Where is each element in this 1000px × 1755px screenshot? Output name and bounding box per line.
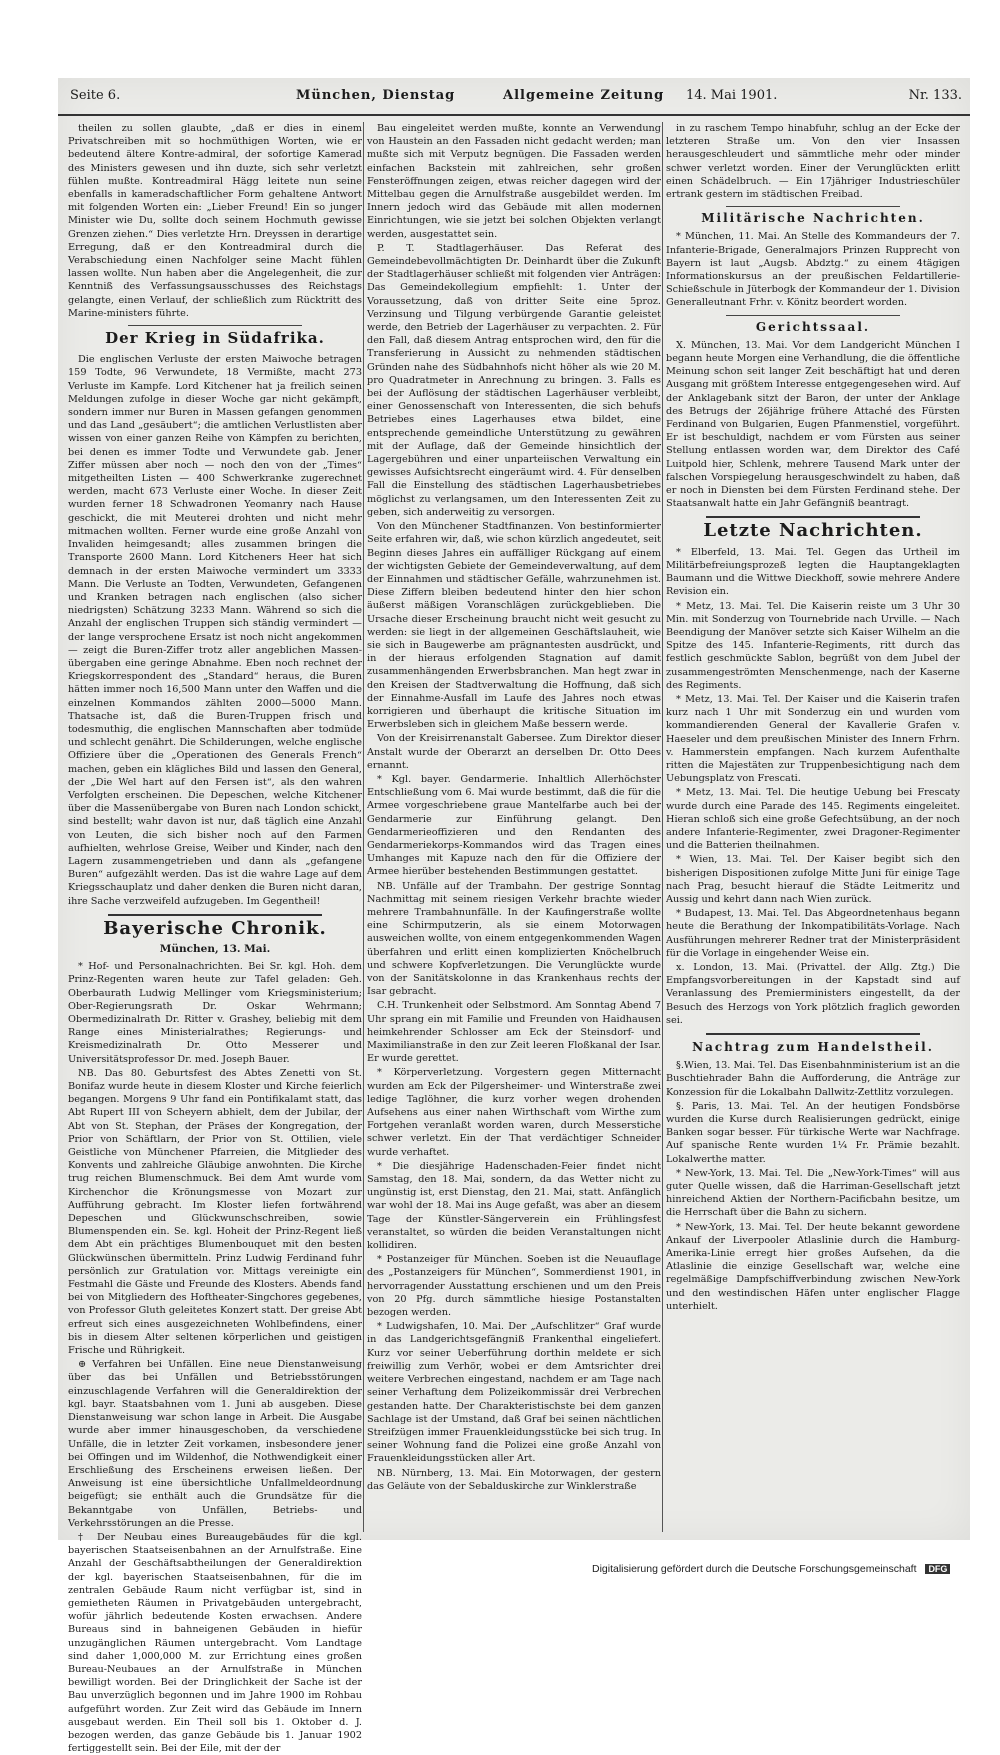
article-text: * New-York, 13. Mai. Tel. Die „New-York-Times“ will aus guter Quelle wissen, daß die Harriman-Gesellschaft jetzt hinreichend Aktien der Northern-Pacificbahn besitze, um die Herrschaft über die Bahn zu sichern.: [666, 1167, 960, 1219]
article-text: X. München, 13. Mai. Vor dem Landgericht München I begann heute Morgen eine Verhandlung, die die öffentliche Meinung schon seit langer Zeit beschäftigt hat und deren Ausgang mit größtem Interesse entgegengesehen wird. Auf der Anklagebank sitzt der Baron, der unter der Anklage des Betrugs der 26jährige frühere Attaché des Fürsten Ferdinand von Bulgarien, Eugen Pfanmenstiel, vorgeführt. Er ist beschuldigt, nachdem er vom Fürsten aus seiner Stellung entlassen worden war, dem Direktor des Café Luitpold hier, Schlenk, mehrere Tausend Mark unter der falschen Vorspiegelung herausgeschwindelt zu haben, daß er noch in Diensten bei dem Fürsten Ferdinand stehe. Der Staatsanwalt hatte ein Jahr Gefängniß beantragt.: [666, 339, 960, 510]
heading-krieg: Der Krieg in Südafrika.: [105, 329, 325, 348]
article-text: * Ludwigshafen, 10. Mai. Der „Aufschlitzer“ Graf wurde in das Landgerichtsgefängniß Frankenthal eingeliefert. Kurz vor seiner Ueberführung dorthin meldete er sich freiwillig zum Verhör, wobei er dem Amtsrichter drei weitere Verbrechen eingestand, nachdem er am Tage nach seiner Verhaftung dem Polizeikommissär drei Verbrechen gestanden hatte. Der Charakteristischste bei dem ganzen Sachlage ist der Umstand, daß Graf bei seinen nächtlichen Streifzügen immer Frauenkleidungsstücke bei sich trug. In seiner Wohnung fand die Polizei eine große Anzahl von Frauenkleidungsstücken aller Art.: [367, 1321, 661, 1465]
dateline: München, 13. Mai.: [159, 942, 271, 955]
article-text: in zu raschem Tempo hinabfuhr, schlug an der Ecke der letzteren Straße um. Von den vier Insassen herausgeschleudert und sämmtliche mehr oder minder schwer verletzt worden. Einer der Verunglückten erlitt einen Schädelbruch. — Ein 17jähriger Industrieschüler ertrank gestern im städtischen Freibad.: [666, 123, 960, 201]
heading-court: Gerichtssaal.: [755, 319, 871, 334]
article-text: §. Paris, 13. Mai. Tel. An der heutigen Fondsbörse wurden die Kurse durch Realisierungen gedrückt, einige Banken sogar besser. Für türkische Werte war Nachfrage. Auf spanische Rente wurden 1¼ Fr. Prämie bezahlt. Lokalwerthe matter.: [666, 1100, 960, 1165]
divider: [108, 914, 322, 916]
column-rule: [363, 122, 364, 1532]
article-text: Von den Münchener Stadtfinanzen. Von bestinformierter Seite erfahren wir, daß, wie schon kürzlich angedeutet, seit Beginn dieses Jahres ein auffälliger Rückgang auf einem der wichtigsten Gebiete der Gemeindeverwaltung, auf dem der Einnahmen und städtischer Gefälle, wahrzunehmen ist. Diese Ziffern bleiben bedeutend hinter den hier schon äußerst mäßigen Voranschlägen zurückgeblieben. Die Ursache dieser Erscheinung braucht nicht weit gesucht zu werden: sie liegt in der allgemeinen Geschäftslauheit, wie sie sich in Baugewerbe am prägnantesten ausdrückt, und in der hieraus erfolgenden Stagnation auf damit zusammenhängenden Erwerbsbranchen. Man hegt zwar in den Kreisen der Stadtverwaltung die Hoffnung, daß sich der Einnahme-Ausfall im Laufe des Jahres noch etwas korrigieren und überhaupt die kritische Situation im Erwerbsleben sich in gleichem Maße bessern werde.: [367, 521, 661, 731]
column-rule: [662, 122, 663, 1532]
article-text: * Metz, 13. Mai. Tel. Die heutige Uebung bei Frescaty wurde durch eine Parade des 145. Regiments eingeleitet. Hieran schloß sich eine große Gefechtsübung, an der noch andere Infanterie-Regimenter, zwei Dragoner-Regimenter und die Batterien theilnahmen.: [666, 787, 960, 852]
masthead: [58, 78, 970, 116]
article-text: x. London, 13. Mai. (Privattel. der Allg. Ztg.) Die Empfangsvorbereitungen in der Kapstadt sind auf Veranlassung des Premierministers eingestellt, da der Besuch des Herzogs von York plötzlich fraglich geworden sei.: [666, 961, 960, 1026]
article-text: * Kgl. bayer. Gendarmerie. Inhaltlich Allerhöchster Entschließung vom 6. Mai wurde bestimmt, daß die für die Armee vorgeschriebene graue Mantelfarbe auch bei der Gendarmerie zur Einführung gelangt. Den Gendarmerieoffizieren und den Rendanten des Gendarmeriekorps-Kommandos wird das Tragen eines Umhanges mit Kapuze nach den für die Offiziere der Armee hierüber bestehenden Bestimmungen gestattet.: [367, 773, 661, 878]
divider: [128, 325, 302, 326]
article-text: * New-York, 13. Mai. Tel. Der heute bekannt gewordene Ankauf der Liverpooler Atlaslinie durch die Hamburg-Amerika-Linie erregt hier großes Aufsehen, da die Atlaslinie die einzige Gesellschaft war, welche eine regelmäßige Dampfschiffverbindung zwischen New-York und den westindischen Häfen unter englischer Flagge unterhielt.: [666, 1221, 960, 1312]
column-3: [666, 122, 960, 1532]
heading-latest: Letzte Nachrichten.: [703, 520, 923, 542]
divider: [726, 206, 900, 207]
article-text: * Die diesjährige Hadenschaden-Feier findet nicht Samstag, den 18. Mai, sondern, da das Wetter nicht zu ungünstig ist, erst Dienstag, den 21. Mai, statt. Anfänglich war wohl der 18. Mai ins Auge gefaßt, was aber an diesem Tage der Künstler-Sängerverein ein Frühlingsfest veranstaltet, so würden die beiden Veranstaltungen nicht kollidiren.: [367, 1160, 661, 1252]
footer-text: Digitalisierung gefördert durch die Deutsche Forschungsgemeinschaft: [592, 1563, 917, 1575]
article-text: * München, 11. Mai. An Stelle des Kommandeurs der 7. Infanterie-Brigade, Generalmajors Prinzen Rupprecht von Bayern ist laut „Augsb. Abdztg.“ zu einem 4tägigen Informationskursus an der preußischen Feldartillerie-Schießschule in Jüterbogk der Kommandeur der 1. Division Generalleutnant Frhr. v. Könitz beordert worden.: [666, 231, 960, 309]
article-text: Bau eingeleitet werden mußte, konnte an Verwendung von Haustein an den Fassaden nicht gedacht werden; man mußte sich mit Verputz begnügen. Die Fassaden werden einfachen Backstein mit zahlreichen, sehr großen Fensteröffnungen zeigen, etwas reicher dagegen wird der Mittelbau gegen die Arnulfstraße ausgebildet werden. Im Innern jedoch wird das Gebäude mit allen modernen Einrichtungen, wie sie jetzt bei solchen Objekten verlangt werden, ausgestattet sein.: [367, 123, 661, 240]
page-number: Seite 6.: [70, 88, 121, 103]
article-text: * Postanzeiger für München. Soeben ist die Neuauflage des „Postanzeigers für München“, Sommerdienst 1901, in hervorragender Ausstattung erschienen und um den Preis von 20 Pfg. durch sämmtliche hiesige Postanstalten bezogen werden.: [367, 1254, 661, 1319]
article-text: Die englischen Verluste der ersten Maiwoche betragen 159 Todte, 96 Verwundete, 18 Vermißte, macht 273 Verluste im Kampfe. Lord Kitchener hat ja freilich seinen Meldungen zufolge in dieser Woche gar nicht gekämpft, sondern immer nur Buren in Massen gefangen genommen und das Land „gesäubert“; die amtlichen Verlustlisten aber wissen von einer ganzen Reihe von Kämpfen zu berichten, bei denen es immer Todte und Verwundete gab. Jener Ziffer müssen aber noch — noch den von der „Times“ mitgetheilten Listen — 400 Schwerkranke zugerechnet werden, macht 673 Verluste einer Woche. In dieser Zeit wurden ferner 18 Schwadronen Yeomanry nach Hause geschickt, die mit Meuterei drohten und nicht mehr mitmachen wollten. Ferner wurde eine große Anzahl von Invaliden heimgesandt; alles zusammen bringen die Transporte 2600 Mann. Lord Kitcheners Heer hat sich demnach in der ersten Maiwoche vermindert um 3333 Mann. Die Verluste an Todten, Verwundeten, Gefangenen und Kranken betragen nach englischen (also sicher niedrigsten) Schätzung 3233 Mann. Während so sich die Anzahl der englischen Truppen sich ständig vermindert — der lange versprochene Ersatz ist noch nicht angekommen — zeigt die Buren-Ziffer trotz aller angeblichen Massen-übergaben eine geringe Abnahme. Eben noch rechnet der Kriegskorrespondent des „Standard“ heraus, die Buren hätten immer noch 16,500 Mann unter den Waffen und die einzelnen Kommandos zählten 2000—5000 Mann. Thatsache ist, daß die Buren-Truppen frisch und todesmuthig, die englischen Mannschaften aber todmüde und schlecht genährt. Die Schilderungen, welche englische Offiziere über die „Operationen des Generals French“ machen, geben ein klägliches Bild und lassen den General, der „Die Wel hart auf den Fersen ist“, als den wahren Verfolgten erscheinen. Die Depeschen, welche Kitchener über die Massenübergabe von Buren nach London schickt, sind bestellt; wahr davon ist nur, daß täglich eine Anzahl von Leuten, die sich bisher noch auf den Farmen aufhielten, wehrlose Greise, Weiber und Kinder, nach den Lagern zusammengetrieben und dann als „gefangene Buren“ aufgezählt werden. Das ist die wahre Lage auf dem Kriegsschauplatz und daher denken die Buren nicht daran, ihre Sache verzweifeld aufzugeben. Im Gegentheil!: [68, 354, 362, 907]
heading-chronik: Bayerische Chronik.: [103, 917, 327, 939]
article-text: † Der Neubau eines Bureaugebäudes für die kgl. bayerischen Staatseisenbahnen an der Arnulfstraße. Eine Anzahl der Geschäftsabtheilungen der Generaldirektion der kgl. bayerischen Staatseisenbahnen, für die im zentralen Gebäude Raum nicht verfügbar ist, sind in gemietheten Räumen in Privatgebäuden untergebracht, wofür jährlich bedeutende Kosten erwachsen. Andere Bureaus sind in bahneigenen Gebäuden in hiefür unzugänglichen Räumen untergebracht. Vom Landtage sind daher 1,000,000 M. zur Errichtung eines großen Bureau-Neubaues an der Arnulfstraße in München bewilligt worden. Bei der Dringlichkeit der Sache ist der Bau unverzüglich begonnen und im Jahre 1900 im Rohbau aufgeführt worden. Zur Zeit wird das Gebäude im Innern ausgebaut werden. Ein Theil soll bis 1. Oktober d. J. bezogen werden, das ganze Gebäude bis 1. Januar 1902 fertiggestellt sein. Bei der Eile, mit der der: [68, 1531, 362, 1755]
article-text: * Budapest, 13. Mai. Tel. Das Abgeordnetenhaus begann heute die Berathung der Inkompatibilitäts-Vorlage. Nach Ausführungen mehrerer Redner trat der Ministerpräsident für die Vorlage in eingehender Weise ein.: [666, 908, 960, 959]
divider: [726, 315, 900, 316]
issue-number: Nr. 133.: [908, 88, 962, 103]
article-text: * Metz, 13. Mai. Tel. Die Kaiserin reiste um 3 Uhr 30 Min. mit Sonderzug von Tournebride nach Urville. — Nach Beendigung der Manöver setzte sich Kaiser Wilhelm an die Spitze des 145. Infanterie-Regiments, ritt durch das festlich geschmückte Sablon, begrüßt von dem Jubel der zusammengeströmten Menschenmenge, nach der Kaserne des Regiments.: [666, 600, 960, 691]
article-text: * Wien, 13. Mai. Tel. Der Kaiser begibt sich den bisherigen Dispositionen zufolge Mitte Juni für einige Tage nach Prag, besucht hierauf die Städte Leitmeritz und Aussig und kehrt dann nach Wien zurück.: [666, 854, 960, 905]
column-1: [68, 122, 362, 1755]
footer-credit: [592, 1563, 992, 1581]
article-text: * Hof- und Personalnachrichten. Bei Sr. kgl. Hoh. dem Prinz-Regenten waren heute zur Tafel geladen: Geh. Oberbaurath Ludwig Mellinger vom Kriegsministerium; Ober-Regierungsrath Dr. Oskar Wehrmann; Obermedizinalrath Dr. Ritter v. Grashey, beliebig mit dem Range eines Ministerialrathes; Regierungs- und Kreismedizinalrath Dr. Otto Messerer und Universitätsprofessor Dr. med. Joseph Bauer.: [68, 961, 362, 1065]
column-2: [367, 122, 661, 1532]
article-text: C.H. Trunkenheit oder Selbstmord. Am Sonntag Abend 7 Uhr sprang ein mit Familie und Freunden von Haidhausen heimkehrender Schlosser am Eck der Steinsdorf- und Maximilianstraße in den zur Zeit leeren Floßkanal der Isar. Er wurde gerettet.: [367, 1000, 661, 1065]
divider: [706, 1033, 920, 1035]
article-text: * Metz, 13. Mai. Tel. Der Kaiser und die Kaiserin trafen kurz nach 1 Uhr mit Sonderzug ein und wurden vom kommandierenden General der Kavallerie Grafen v. Haeseler und dem preußischen Minister des Innern Frhrn. v. Hammerstein empfangen. Nach kurzem Aufenthalte ritten die Majestäten zur Truppenbesichtigung nach dem Uebungsplatz von Frescati.: [666, 693, 960, 785]
article-text: ⊕ Verfahren bei Unfällen. Eine neue Dienstanweisung über das bei Unfällen und Betriebsstörungen einzuschlagende Verfahren will die Generaldirektion der kgl. bayr. Staatsbahnen vom 1. Juni ab ausgeben. Diese Dienstanweisung war schon lange in Arbeit. Die Ausgabe wurde aber immer hinausgeschoben, da verschiedene Unfälle, die in letzter Zeit vorkamen, insbesondere jener bei Offingen und im Wildenhof, die Nothwendigkeit einer Erschließung des Erscheinens erweisen ließen. Der Anweisung ist eine übersichtliche Unfallmeldeordnung beigefügt; sie enthält auch die Grundsätze für die Bekanntgabe von Unfällen, Betriebs- und Verkehrsstörungen an die Presse.: [68, 1359, 362, 1529]
article-text: NB. Nürnberg, 13. Mai. Ein Motorwagen, der gestern das Geläute von der Sebalduskirche zur Winklerstraße: [367, 1467, 661, 1492]
masthead-title: Allgemeine Zeitung: [503, 88, 665, 103]
article-text: theilen zu sollen glaubte, „daß er dies in einem Privatschreiben mit so hochmüthigen Worten, wie er bedeutend ältere Kontre-admiral, der sofortige Kamerad des Ministers gewesen und ihn duzte, sich sehr verletzt fühlen mußte. Kontreadmiral Hägg leitete nun seine ebenfalls in kameradschaftlicher Form gehaltene Antwort mit folgenden Worten ein: „Lieber Freund! Ein so junger Minister wie Du, sollte doch seinem Hochmuth gewisse Grenzen ziehen.“ Dies verletzte Hrn. Dreyssen in derartige Erregung, daß er den Kontreadmiral durch die Verabschiedung einen Nachfolger seine Macht fühlen lassen wollte. Nun haben aber die Angelegenheit, die zur Kenntniß des Verfassungsausschusses des Reichstags gelangte, einen Verlauf, der schließlich zum Rücktritt des Marine-ministers führte.: [68, 123, 362, 319]
article-text: * Körperverletzung. Vorgestern gegen Mitternacht wurden am Eck der Pilgersheimer- und Winterstraße zwei ledige Taglöhner, die kurz vorher wegen drohenden Aufsehens aus einer nahen Wirthschaft vom Wirthe zum Fortgehen veranlaßt worden waren, durch Messerstiche schwer verletzt. Ein der That verdächtiger Schneider wurde verhaftet.: [367, 1067, 661, 1158]
article-text: NB. Unfälle auf der Trambahn. Der gestrige Sonntag Nachmittag mit seinem riesigen Verkehr brachte wieder mehrere Trambahnunfälle. In der Kaufingerstraße wollte eine Schirmputzerin, als sie einem Motorwagen ausweichen wollte, von einem entgegenkommenden Wagen überfahren und erlitt einen komplizierten Knöchelbruch und schwere Kopfverletzungen. Die Verunglückte wurde von der Sanitätskolonne in das Krankenhaus rechts der Isar gebracht.: [367, 880, 661, 998]
article-text: NB. Das 80. Geburtsfest des Abtes Zenetti von St. Bonifaz wurde heute in diesem Kloster und Kirche feierlich begangen. Morgens 9 Uhr fand ein Pontifikalamt statt, das Abt Rupert III von Scheyern abhielt, dem der Jubilar, der Abt von St. Stephan, der Präses der Kongregation, der Prior von Schäftlarn, der Prior von St. Ottilien, viele Geistliche von Münchener Pfarreien, die Mitglieder des Konvents und zahlreiche Gläubige anwohnten. Die Kirche trug reichen Blumenschmuck. Bei dem Amt wurde vom Kirchenchor die Krönungsmesse von Mozart zur Aufführung gebracht. Im Kloster liefen fortwährend Depeschen und Glückwunschschreiben, sowie Blumenspenden ein. Se. kgl. Hoheit der Prinz-Regent ließ dem Abt ein prächtiges Blumenbouquet mit den besten Glückwünschen übermitteln. Prinz Ludwig Ferdinand fuhr persönlich zur Gratulation vor. Mittags vereinigte ein Festmahl die Gäste und Freunde des Klosters. Abends fand bei von Mitgliedern des Hoftheater-Singchores gegebenes, von Professor Gluth geleitetes Konzert statt. Der greise Abt erfreut sich eines ausgezeichneten Wohlbefindens, einer bis in diesem Alter seltenen körperlichen und geistigen Frische und Rührigkeit.: [68, 1067, 362, 1357]
masthead-place: München, Dienstag: [296, 88, 456, 103]
heading-military: Militärische Nachrichten.: [701, 211, 925, 226]
article-text: §.Wien, 13. Mai. Tel. Das Eisenbahnministerium ist an die Buschtiehrader Bahn die Aufforderung, die Anträge zur Konzession für die Lokalbahn Dallwitz-Zettlitz vorzulegen.: [666, 1060, 960, 1098]
article-text: Von der Kreisirrenanstalt Gabersee. Zum Direktor dieser Anstalt wurde der Oberarzt an derselben Dr. Otto Dees ernannt.: [367, 733, 661, 771]
divider: [706, 516, 920, 518]
article-text: P. T. Stadtlagerhäuser. Das Referat des Gemeindebevollmächtigten Dr. Deinhardt über die Zukunft der Stadtlagerhäuser schließt mit folgenden vier Anträgen: Das Gemeindekollegium empfiehlt: 1. Unter der Voraussetzung, daß von dritter Seite eine 5proz. Verzinsung und Tilgung verbürgende Garantie geleistet werde, den Betrieb der Lagerhäuser zu verpachten. 2. Für den Fall, daß diesem Antrag entsprochen wird, den für die Transferierung in Aussicht zu nehmenden städtischen Gründen nahe des Südbahnhofs nicht höher als wie 20 M. pro Quadratmeter in Anrechnung zu bringen. 3. Falls es bei der Auflösung der städtischen Lagerhäuser verbleibt, einer Genossenschaft von Interessenten, die sich behufs Betriebes eines Lagerhauses etwa bildet, eine entsprechende gemeindliche Unterstützung zu gewähren mit der Auflage, daß der Gemeinde hinsichtlich der Lagergebühren und einer unparteiischen Verwaltung ein gewisses Aufsichtsrecht eingeräumt wird. 4. Für denselben Fall die Einstellung des städtischen Lagerhausbetriebes möglichst zu verlangsamen, um den Interessenten Zeit zu geben, sich anderweitig zu versorgen.: [367, 242, 661, 518]
dfg-logo: DFG: [925, 1564, 950, 1574]
article-text: * Elberfeld, 13. Mai. Tel. Gegen das Urtheil im Militärbefreiungsprozeß legten die Hauptangeklagten Baumann und die Wittwe Dieckhoff, sowie mehrere Andere Revision ein.: [666, 546, 960, 598]
heading-trade: Nachtrag zum Handelstheil.: [692, 1040, 934, 1054]
masthead-date: 14. Mai 1901.: [686, 88, 778, 103]
